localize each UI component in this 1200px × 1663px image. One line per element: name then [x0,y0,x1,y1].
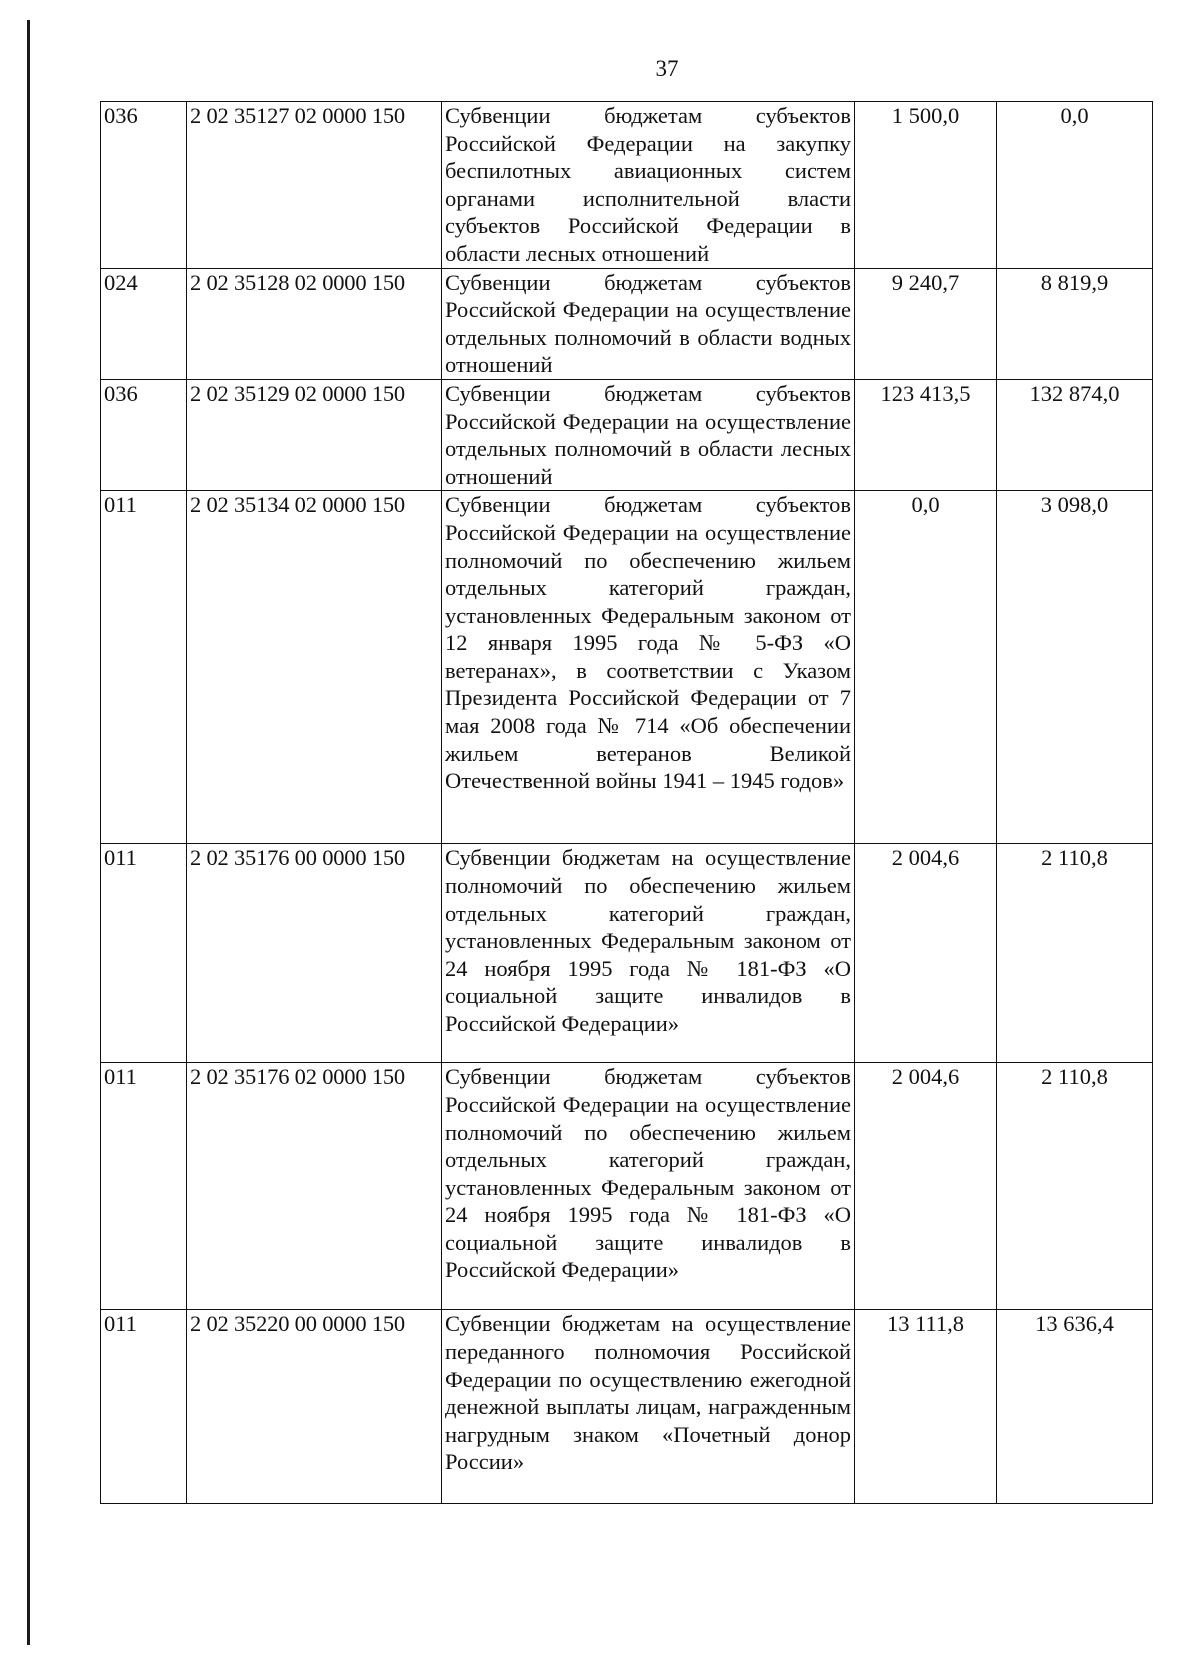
table-row [101,844,1153,1063]
table-row [101,102,1153,269]
budget-classification-code-cell: 2 02 35127 02 0000 150 [187,102,442,269]
admin-code-cell: 036 [101,102,187,269]
admin-code-cell: 011 [101,844,187,1063]
table-row [101,491,1153,844]
budget-classification-code-cell: 2 02 35176 02 0000 150 [187,1063,442,1310]
amount-year-1-cell: 2 004,6 [855,844,997,1063]
income-description-cell: Субвенции бюджетам субъектов Российской Федерации на осуществление отдельных полномочий в области водных отношений [442,268,855,379]
amount-year-2-cell: 0,0 [997,102,1153,269]
table-row [101,379,1153,490]
income-description-cell: Субвенции бюджетам субъектов Российской Федерации на осуществление отдельных полномочий в области лесных отношений [442,379,855,490]
income-description-cell: Субвенции бюджетам на осуществление полномочий по обеспечению жильем отдельных категорий граждан, установленных Федеральным законом от 24 ноября 1995 года № 181-ФЗ «О социальной защите инвалидов в Российской Федерации» [442,844,855,1063]
amount-year-2-cell: 13 636,4 [997,1310,1153,1504]
binding-edge-line [27,20,30,1645]
table-row [101,268,1153,379]
amount-year-2-cell: 2 110,8 [997,1063,1153,1310]
table-row [101,1310,1153,1504]
amount-year-2-cell: 3 098,0 [997,491,1153,844]
amount-year-2-cell: 132 874,0 [997,379,1153,490]
amount-year-2-cell: 8 819,9 [997,268,1153,379]
amount-year-1-cell: 13 111,8 [855,1310,997,1504]
admin-code-cell: 011 [101,1063,187,1310]
table-row [101,1063,1153,1310]
budget-classification-code-cell: 2 02 35220 00 0000 150 [187,1310,442,1504]
admin-code-cell: 011 [101,1310,187,1504]
amount-year-1-cell: 9 240,7 [855,268,997,379]
budget-classification-code-cell: 2 02 35129 02 0000 150 [187,379,442,490]
income-description-cell: Субвенции бюджетам на осуществление переданного полномочия Российской Федерации по осуществлению ежегодной денежной выплаты лицам, награжденным нагрудным знаком «Почетный донор России» [442,1310,855,1504]
budget-classification-code-cell: 2 02 35176 00 0000 150 [187,844,442,1063]
income-description-cell: Субвенции бюджетам субъектов Российской Федерации на осуществление полномочий по обеспечению жильем отдельных категорий граждан, установленных Федеральным законом от 12 января 1995 года № 5-ФЗ «О ветеранах», в соответствии с Указом Президента Российской Федерации от 7 мая 2008 года № 714 «Об обеспечении жильем ветеранов Великой Отечественной войны 1941 – 1945 годов» [442,491,855,844]
budget-classification-code-cell: 2 02 35128 02 0000 150 [187,268,442,379]
income-description-cell: Субвенции бюджетам субъектов Российской Федерации на закупку беспилотных авиационных систем органами исполнительной власти субъектов Российской Федерации в области лесных отношений [442,102,855,269]
amount-year-1-cell: 0,0 [855,491,997,844]
admin-code-cell: 011 [101,491,187,844]
amount-year-2-cell: 2 110,8 [997,844,1153,1063]
amount-year-1-cell: 1 500,0 [855,102,997,269]
admin-code-cell: 024 [101,268,187,379]
amount-year-1-cell: 2 004,6 [855,1063,997,1310]
amount-year-1-cell: 123 413,5 [855,379,997,490]
budget-revenue-table [100,101,1153,1504]
page-number: 37 [655,56,679,81]
income-description-cell: Субвенции бюджетам субъектов Российской Федерации на осуществление полномочий по обеспечению жильем отдельных категорий граждан, установленных Федеральным законом от 24 ноября 1995 года № 181-ФЗ «О социальной защите инвалидов в Российской Федерации» [442,1063,855,1310]
budget-classification-code-cell: 2 02 35134 02 0000 150 [187,491,442,844]
admin-code-cell: 036 [101,379,187,490]
